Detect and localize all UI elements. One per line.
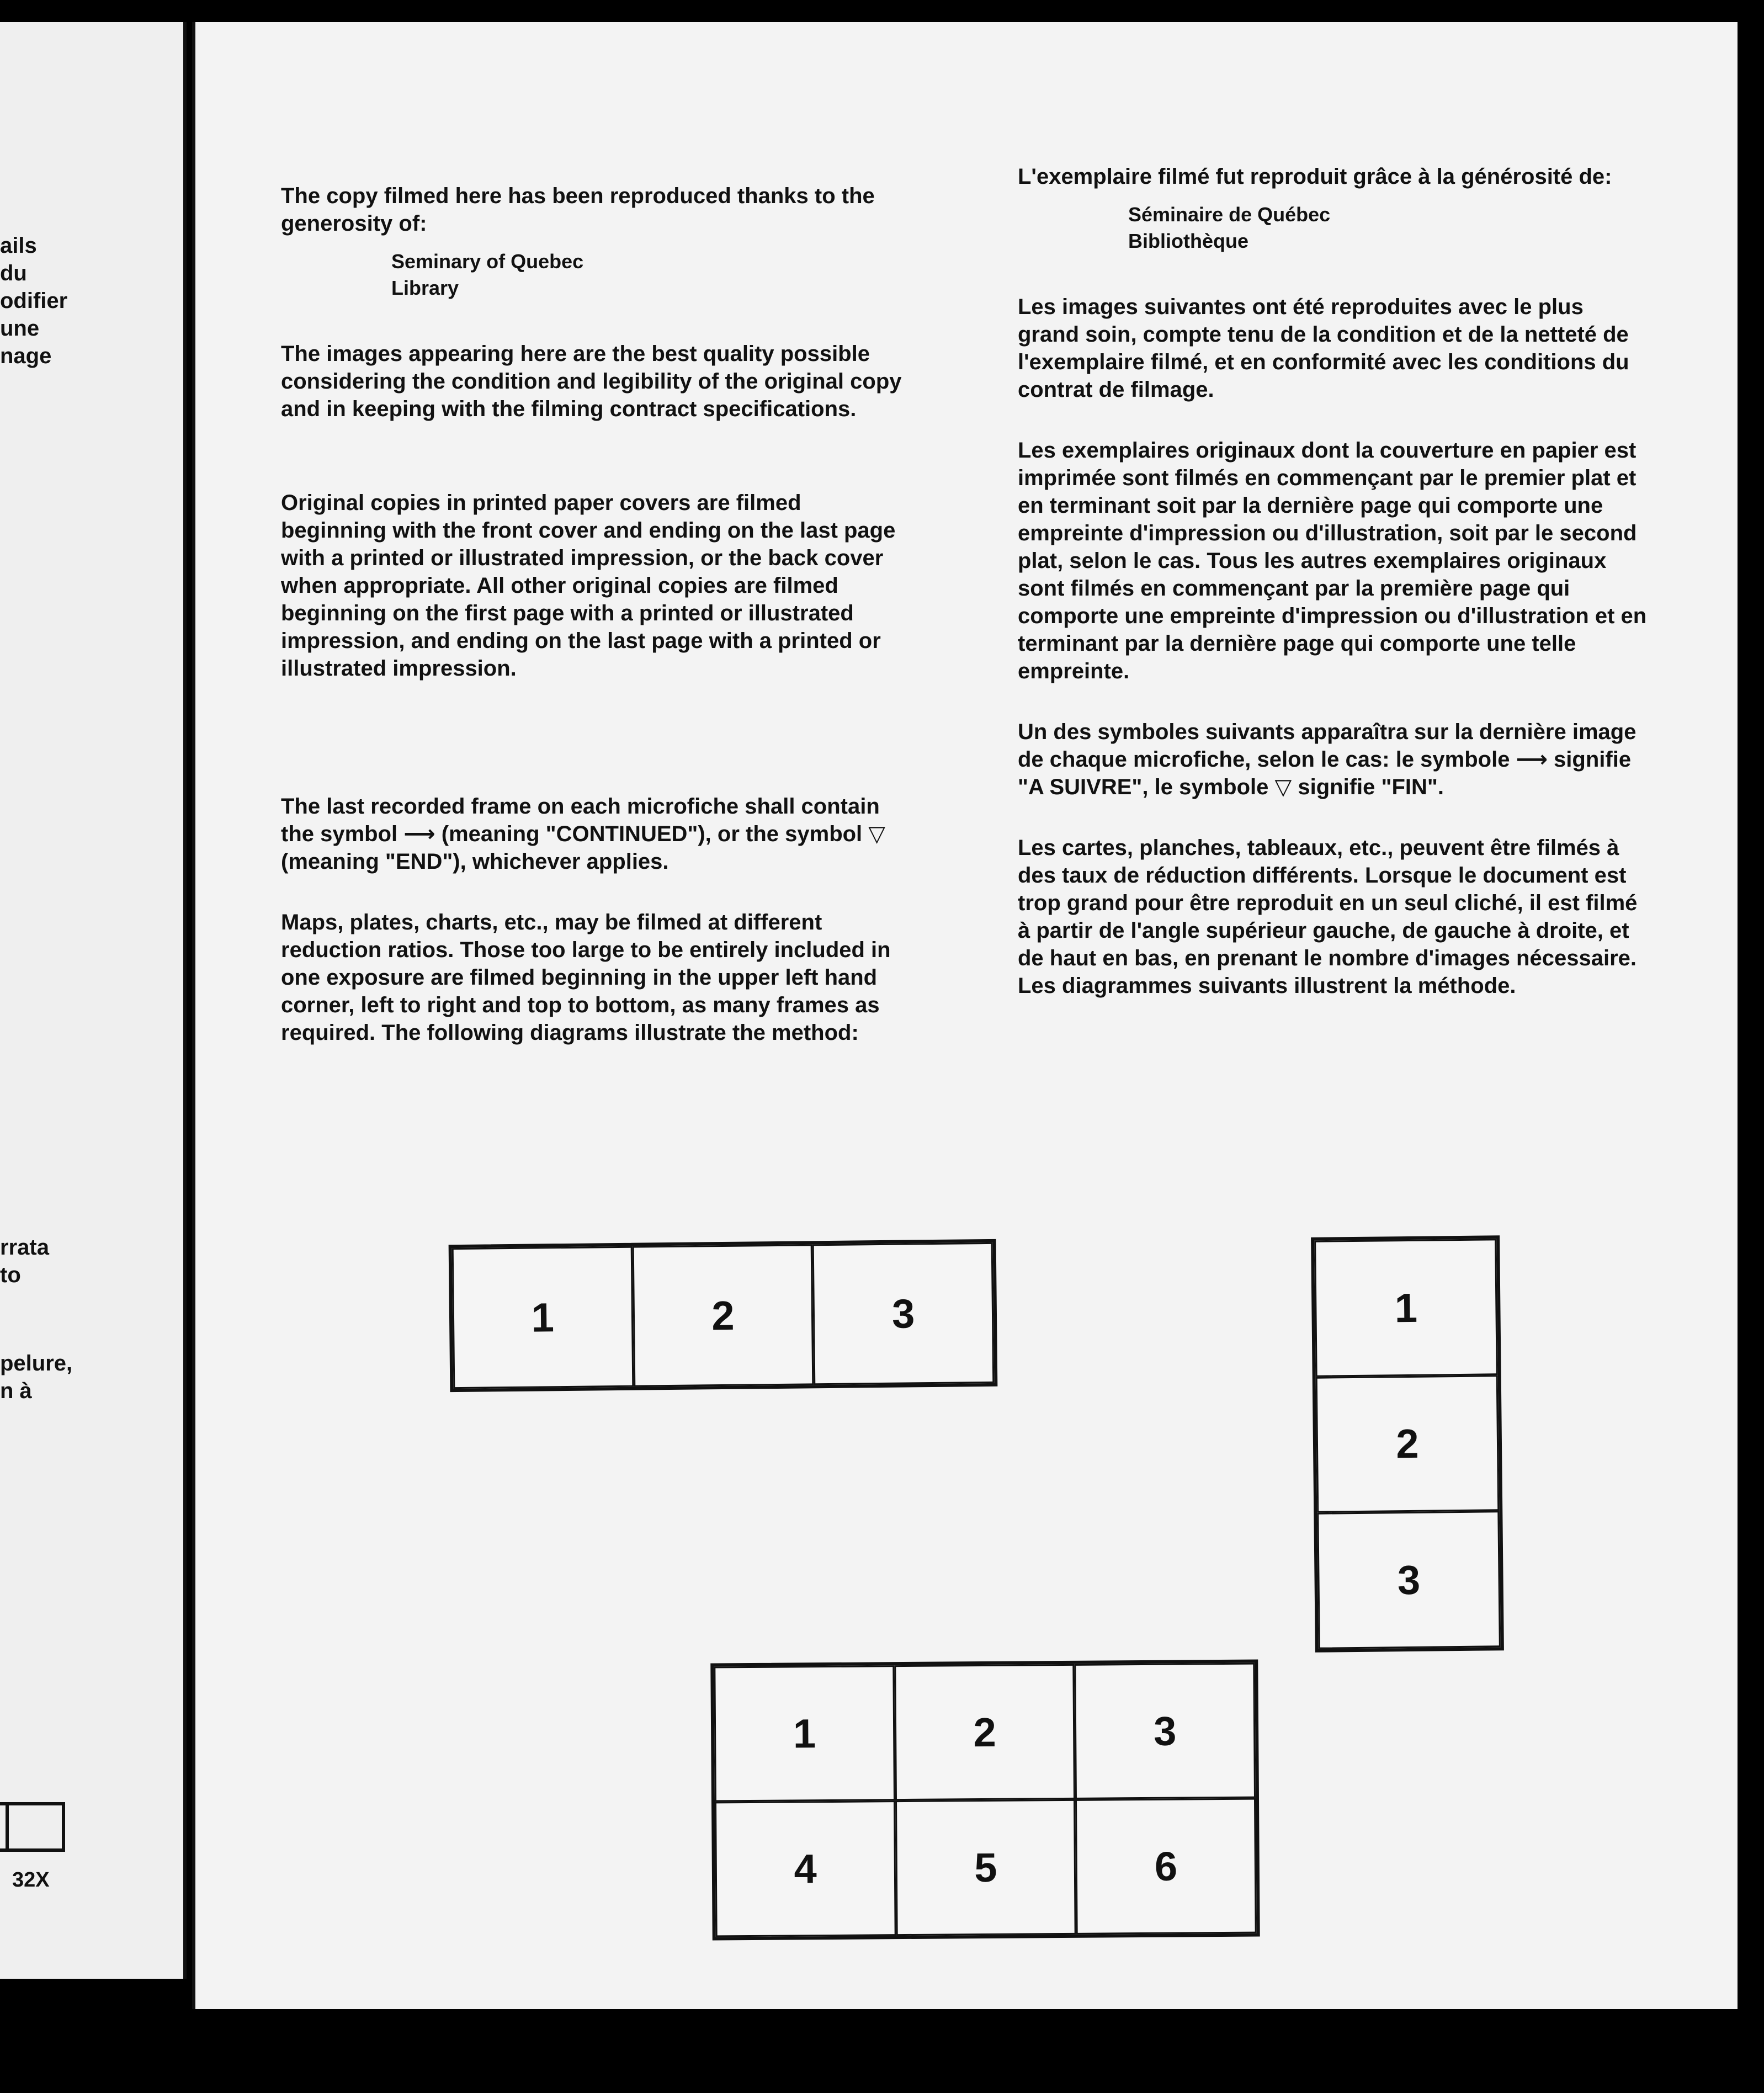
diagram-frame: 1 (1314, 1239, 1498, 1377)
reduction-scale-box (0, 1802, 65, 1852)
french-symbols-paragraph (1018, 718, 1647, 801)
diagram-frame: 3 (1075, 1663, 1256, 1799)
french-originals-paragraph: Les exemplaires originaux dont la couverture en papier est imprimée sont filmés en commençant par le premier plat et en terminant soit par la dernière page qui comporte une empreinte d'impression ou d'illustration, soit par le second plat, selon le cas. Tous les autres exemplaires originaux sont filmés en commençant par la première page qui comporte une empreinte d'impression ou d'illustration et en terminant par la dernière page qui comporte une telle empreinte. (1018, 438, 1647, 683)
diagram-grid (710, 1660, 1260, 1941)
left-fragment-block-2 (0, 1234, 55, 1289)
french-institution (1018, 201, 1647, 254)
french-institution-dept: Bibliothèque (1128, 230, 1248, 252)
english-maps-paragraph: Maps, plates, charts, etc., may be filmed at different reduction ratios. Those too large to be entirely included in one exposure are filmed beginning in the upper left hand corner, left to right and top to bottom, as many frames as required. The following diagrams illustrate the method: (281, 910, 891, 1045)
french-column (1018, 163, 1647, 1000)
diagram-frame: 6 (1075, 1798, 1256, 1935)
french-quality-paragraph: Les images suivantes ont été reproduites avec le plus grand soin, compte tenu de la condition et de la netteté de l'exemplaire filmé, et en conformité avec les conditions du contrat de filmage. (1018, 295, 1629, 402)
diagram-frame: 1 (452, 1246, 634, 1389)
english-symbols-text-3: (meaning "END"), whichever applies. (281, 849, 669, 874)
left-fragment-line: to (0, 1263, 21, 1287)
diagram-frame: 5 (895, 1799, 1076, 1936)
left-fragment-block-3 (0, 1350, 77, 1405)
left-fragment-line: rrata (0, 1235, 49, 1260)
main-page (192, 22, 1738, 2009)
english-column (281, 182, 905, 1046)
reduction-label: 32X (12, 1868, 50, 1892)
suivre-arrow-icon: ⟶ (1516, 747, 1548, 772)
diagram-frame: 3 (812, 1242, 994, 1385)
english-quality-paragraph: The images appearing here are the best quality possible considering the condition and legibility of the original copy and in keeping with the filming contract specifications. (281, 342, 902, 421)
french-maps-paragraph: Les cartes, planches, tableaux, etc., peuvent être filmés à des taux de réduction différents. Lorsque le document est trop grand pour être reproduit en un seul cliché, il est filmé à partir de l'angle supérieur gauche, de gauche à droite, et de haut en bas, en prenant le nombre d'images nécessaire. Les diagrammes suivants illustrent la méthode. (1018, 836, 1638, 998)
left-fragment-line: nage (0, 344, 52, 368)
diagram-frame: 2 (632, 1244, 814, 1387)
english-symbols-text-2: (meaning "CONTINUED"), or the symbol (441, 822, 863, 846)
continued-arrow-icon: ⟶ (403, 822, 435, 846)
left-fragment-block-1 (0, 232, 68, 370)
french-symbols-text-2: signifie "A SUIVRE", le symbole (1018, 747, 1632, 799)
left-fragment-line: odifier (0, 289, 68, 313)
english-intro: The copy filmed here has been reproduced thanks to the generosity of: (281, 184, 875, 236)
left-fragment-line: pelure, (0, 1351, 73, 1375)
diagram-frame: 3 (1317, 1511, 1501, 1649)
english-symbols-text-1: The last recorded frame on each microfiche shall contain the symbol (281, 794, 880, 846)
diagram-frame: 1 (714, 1665, 895, 1802)
english-originals-paragraph: Original copies in printed paper covers are filmed beginning with the front cover and ending on the last page with a printed or illustrated impression, or the back cover when appropriate. All other original copies are filmed beginning on the first page with a printed or illustrated impression, and ending on the last page with a printed or illustrated impression. (281, 491, 896, 681)
french-symbols-text-3: signifie "FIN". (1298, 775, 1444, 799)
page-edge-line (183, 22, 187, 1979)
french-intro: L'exemplaire filmé fut reproduit grâce à la générosité de: (1018, 164, 1612, 189)
diagram-horizontal (449, 1239, 998, 1392)
left-fragment-line: n à (0, 1379, 32, 1403)
diagram-frame: 4 (715, 1800, 896, 1937)
diagram-frame: 2 (894, 1664, 1075, 1800)
french-symbols-text-1: Un des symboles suivants apparaîtra sur la dernière image de chaque microfiche, selon le cas: le symbole (1018, 720, 1637, 772)
left-fragment-line: ails (0, 233, 37, 258)
english-institution-name: Seminary of Quebec (391, 250, 584, 273)
english-institution-dept: Library (391, 277, 459, 299)
left-fragment-line: du (0, 261, 27, 285)
diagram-frame: 2 (1316, 1375, 1500, 1513)
left-fragment-line: une (0, 316, 40, 341)
english-institution (281, 248, 905, 301)
english-symbols-paragraph (281, 793, 905, 875)
fin-triangle-icon: ▽ (1274, 775, 1292, 799)
diagram-vertical (1311, 1235, 1504, 1653)
end-triangle-icon: ▽ (868, 822, 886, 846)
left-partial-page (0, 22, 187, 1979)
french-institution-name: Séminaire de Québec (1128, 203, 1331, 226)
